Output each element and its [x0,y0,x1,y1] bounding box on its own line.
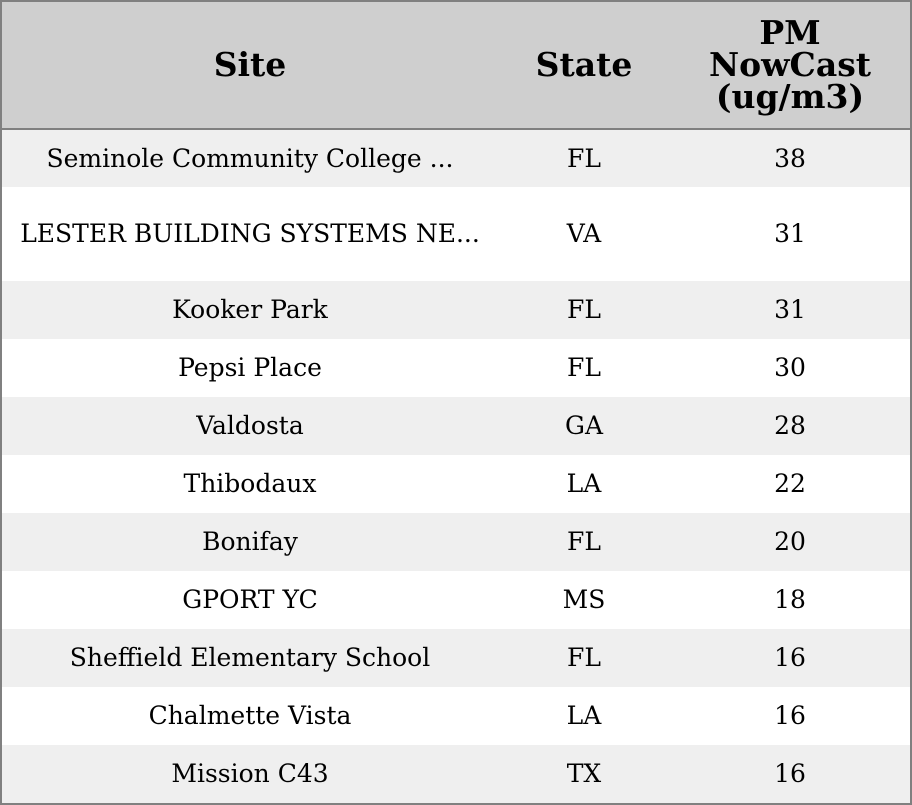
cell-site: LESTER BUILDING SYSTEMS NE... [20,219,480,248]
header-pm-line-1: PM [759,13,821,52]
data-table [2,2,910,803]
cell-site: Sheffield Elementary School [69,643,431,672]
table-row [2,339,910,397]
cell-state: GA [564,411,604,440]
cell-pm: 18 [774,585,806,614]
header-pm-line-3: (ug/m3) [715,77,865,116]
cell-site: Pepsi Place [178,353,322,382]
cell-pm: 16 [774,701,806,730]
cell-state: TX [566,759,602,788]
cell-state: LA [566,469,602,498]
table-row [2,455,910,513]
cell-state: MS [562,585,606,614]
cell-state: FL [567,643,601,672]
cell-pm: 22 [774,469,806,498]
cell-pm: 38 [774,143,806,173]
table-header [2,2,910,129]
table-row [2,745,910,803]
table-row [2,629,910,687]
header-pm-line-2: NowCast [708,45,872,84]
table-row [2,281,910,339]
header-row [2,2,910,129]
cell-site: Thibodaux [183,469,317,498]
cell-pm: 28 [774,411,806,440]
cell-site: Bonifay [202,527,298,556]
cell-state: FL [567,353,601,382]
table-row [2,687,910,745]
cell-state: LA [566,701,602,730]
header-pm-nowcast [670,2,910,129]
cell-state: VA [566,219,602,248]
cell-site: Mission C43 [171,759,329,788]
cell-pm: 16 [774,643,806,672]
table-row [2,397,910,455]
cell-site: Kooker Park [172,295,328,324]
cell-pm: 31 [774,219,806,248]
header-site: Site [2,2,498,129]
cell-pm: 16 [774,759,806,788]
cell-pm: 31 [774,295,806,324]
cell-site: Valdosta [196,411,304,440]
table-body [2,129,910,803]
cell-state: FL [567,143,601,173]
table-row [2,129,910,187]
table-row [2,187,910,281]
header-state: State [498,2,670,129]
cell-site: GPORT YC [182,585,318,614]
cell-state: FL [567,295,601,324]
cell-state: FL [567,527,601,556]
cell-site: Chalmette Vista [148,701,352,730]
cell-pm: 20 [774,527,806,556]
table-row [2,513,910,571]
cell-pm: 30 [774,353,806,382]
table-row [2,571,910,629]
cell-site: Seminole Community College ... [46,143,454,173]
